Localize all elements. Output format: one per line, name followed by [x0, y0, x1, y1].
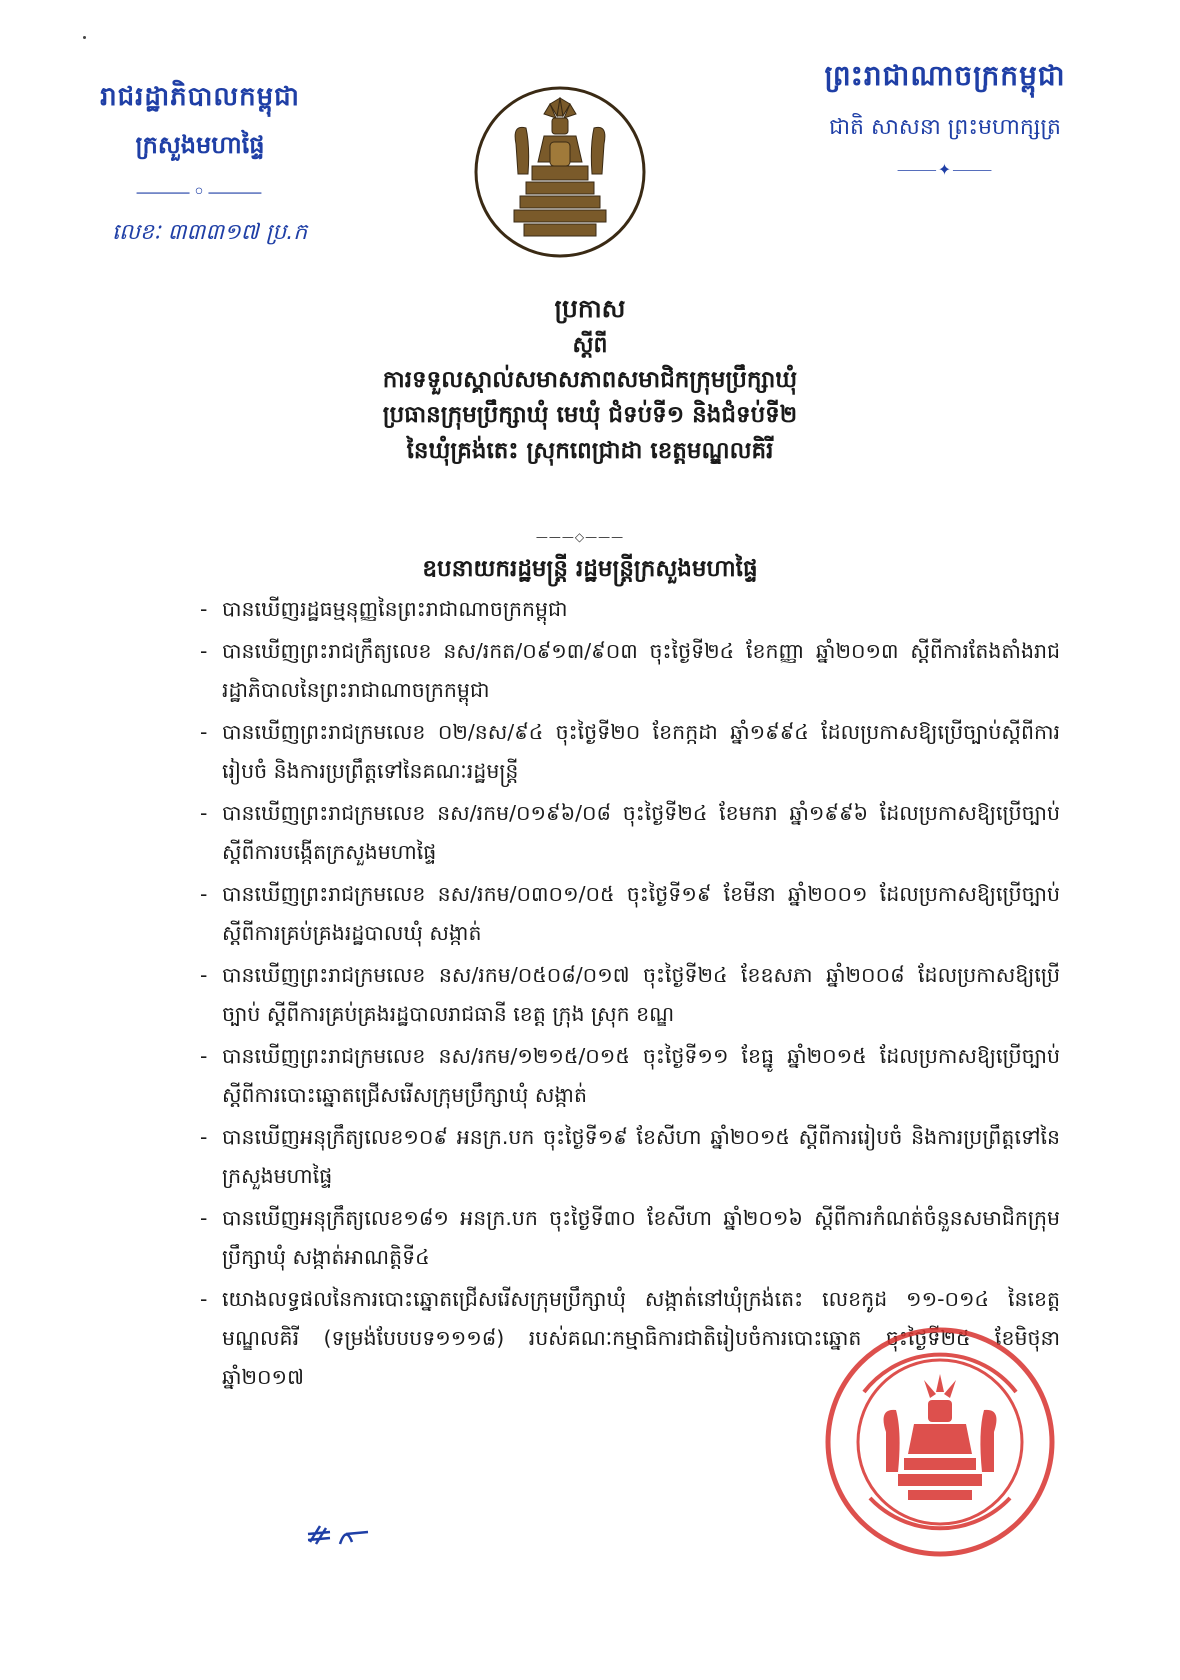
royal-emblem-icon — [472, 84, 648, 260]
list-item: - បានឃើញព្រះរាជក្រមលេខ នស/រកម/០៣០១/០៥ ចុះថ្ងៃទី១៩ ខែមីនា ឆ្នាំ២០០១ ដែលប្រកាសឱ្យប្រើច្បាប់ ស្តីពីការគ្រប់គ្រងរដ្ឋបាលឃុំ សង្កាត់ — [200, 882, 1060, 945]
list-item-text: បានឃើញព្រះរាជក្រមលេខ ០២/នស/៩៤ ចុះថ្ងៃទី២០ ខែកក្កដា ឆ្នាំ១៩៩៤ ដែលប្រកាសឱ្យប្រើច្បាប់ស្តីពីការរៀបចំ និងការប្រព្រឹត្តទៅនៃគណៈរដ្ឋមន្ត្រី — [222, 720, 1060, 783]
list-item: - យោងលទ្ធផលនៃការបោះឆ្នោតជ្រើសរើសក្រុមប្រឹក្សាឃុំ សង្កាត់នៅឃុំក្រង់តេះ លេខកូដ ១១-០១៤ នៃខេត្តមណ្ឌលគិរី (ទម្រង់បែបបទ១១១៨) របស់គណៈកម្មាធិការជាតិរៀបចំការបោះឆ្នោត ចុះថ្ងៃទី២៥ ខែមិថុនា ឆ្នាំ២០១៧ — [200, 1287, 1060, 1389]
list-item: - បានឃើញព្រះរាជក្រឹត្យលេខ នស/រកត/០៩១៣/៩០៣ ចុះថ្ងៃទី២៤ ខែកញ្ញា ឆ្នាំ២០១៣ ស្តីពីការតែងតាំងរាជរដ្ឋាភិបាលនៃព្រះរាជាណាចក្រកម្ពុជា — [200, 639, 1060, 702]
kingdom-name: ព្រះរាជាណាចក្រកម្ពុជា — [824, 59, 1066, 92]
scan-speck — [83, 36, 86, 39]
title-line-5: នៃឃុំគ្រង់តេះ ស្រុកពេជ្រាដា ខេត្តមណ្ឌលគិរី — [406, 438, 774, 465]
title-subject-label: ស្តីពី — [572, 332, 608, 358]
list-item-text: បានឃើញព្រះរាជក្រមលេខ នស/រកម/០៥០៨/០១៧ ចុះថ្ងៃទី២៤ ខែឧសភា ឆ្នាំ២០០៨ ដែលប្រកាសឱ្យប្រើច្បាប់ ស្តីពីការគ្រប់គ្រងរដ្ឋបាលរាជធានី ខេត្ត ក្រុង ស្រុក ខណ្ឌ — [222, 963, 1060, 1026]
list-item: - បានឃើញព្រះរាជក្រមលេខ នស/រកម/១២១៥/០១៥ ចុះថ្ងៃទី១១ ខែធ្នូ ឆ្នាំ២០១៥ ដែលប្រកាសឱ្យប្រើច្បាប់ ស្តីពីការបោះឆ្នោតជ្រើសរើសក្រុមប្រឹក្សាឃុំ សង្កាត់ — [200, 1044, 1060, 1107]
title-divider: ———◇——— — [535, 530, 625, 544]
list-item: - បានឃើញព្រះរាជក្រមលេខ នស/រកម/០៥០៨/០១៧ ចុះថ្ងៃទី២៤ ខែឧសភា ឆ្នាំ២០០៨ ដែលប្រកាសឱ្យប្រើច្បាប់ ស្តីពីការគ្រប់គ្រងរដ្ឋបាលរាជធានី ខេត្ត ក្រុង ស្រុក ខណ្ឌ — [200, 963, 1060, 1026]
list-item: - បានឃើញព្រះរាជក្រមលេខ នស/រកម/០១៩៦/០៨ ចុះថ្ងៃទី២៤ ខែមករា ឆ្នាំ១៩៩៦ ដែលប្រកាសឱ្យប្រើច្បាប់ ស្តីពីការបង្កើតក្រសួងមហាផ្ទៃ — [200, 801, 1060, 864]
title-line-3: ការទទួលស្គាល់សមាសភាពសមាជិកក្រុមប្រឹក្សាឃុំ — [382, 366, 798, 393]
ministry-header — [60, 80, 340, 206]
list-item-text: បានឃើញព្រះរាជក្រមលេខ នស/រកម/១២១៥/០១៥ ចុះថ្ងៃទី១១ ខែធ្នូ ឆ្នាំ២០១៥ ដែលប្រកាសឱ្យប្រើច្បាប់ ស្តីពីការបោះឆ្នោតជ្រើសរើសក្រុមប្រឹក្សាឃុំ សង្កាត់ — [222, 1044, 1060, 1107]
list-item-text: យោងលទ្ធផលនៃការបោះឆ្នោតជ្រើសរើសក្រុមប្រឹក្សាឃុំ សង្កាត់នៅឃុំក្រង់តេះ លេខកូដ ១១-០១៤ នៃខេត្តមណ្ឌលគិរី (ទម្រង់បែបបទ១១១៨) របស់គណៈកម្មាធិការជាតិរៀបចំការបោះឆ្នោត ចុះថ្ងៃទី២៥ ខែមិថុនា ឆ្នាំ២០១៧ — [222, 1287, 1060, 1389]
list-item: - បានឃើញព្រះរាជក្រមលេខ ០២/នស/៩៤ ចុះថ្ងៃទី២០ ខែកក្កដា ឆ្នាំ១៩៩៤ ដែលប្រកាសឱ្យប្រើច្បាប់ស្តីពីការរៀបចំ និងការប្រព្រឹត្តទៅនៃគណៈរដ្ឋមន្ត្រី — [200, 720, 1060, 783]
kingdom-ornament: ⸻✦⸻ — [896, 160, 994, 179]
signer-title: ឧបនាយករដ្ឋមន្ត្រី រដ្ឋមន្ត្រីក្រសួងមហាផ្ទៃ — [422, 556, 758, 582]
list-item: - បានឃើញអនុក្រឹត្យលេខ១៨១ អនក្រ.បក ចុះថ្ងៃទី៣០ ខែសីហា ឆ្នាំ២០១៦ ស្តីពីការកំណត់ចំនួនសមាជិកក្រុមប្រឹក្សាឃុំ សង្កាត់អាណត្តិទី៤ — [200, 1206, 1060, 1269]
handwritten-mark — [306, 1520, 376, 1550]
list-item: - បានឃើញអនុក្រឹត្យលេខ១០៩ អនក្រ.បក ចុះថ្ងៃទី១៩ ខែសីហា ឆ្នាំ២០១៥ ស្តីពីការរៀបចំ និងការប្រព្រឹត្តទៅនៃក្រសួងមហាផ្ទៃ — [200, 1125, 1060, 1188]
title-line-4: ប្រធានក្រុមប្រឹក្សាឃុំ មេឃុំ ជំទប់ទី១ និងជំទប់ទី២ — [382, 402, 798, 429]
title-proclamation: ប្រកាស — [554, 294, 626, 323]
list-item-text: បានឃើញអនុក្រឹត្យលេខ១០៩ អនក្រ.បក ចុះថ្ងៃទី១៩ ខែសីហា ឆ្នាំ២០១៥ ស្តីពីការរៀបចំ និងការប្រព្រឹត្តទៅនៃក្រសួងមហាផ្ទៃ — [222, 1125, 1060, 1188]
list-item-text: បានឃើញព្រះរាជក្រឹត្យលេខ នស/រកត/០៩១៣/៩០៣ ចុះថ្ងៃទី២៤ ខែកញ្ញា ឆ្នាំ២០១៣ ស្តីពីការតែងតាំងរាជរដ្ឋាភិបាលនៃព្រះរាជាណាចក្រកម្ពុជា — [222, 639, 1060, 702]
list-item-text: បានឃើញព្រះរាជក្រមលេខ នស/រកម/០៣០១/០៥ ចុះថ្ងៃទី១៩ ខែមីនា ឆ្នាំ២០០១ ដែលប្រកាសឱ្យប្រើច្បាប់ ស្តីពីការគ្រប់គ្រងរដ្ឋបាលឃុំ សង្កាត់ — [222, 882, 1060, 945]
list-item: - បានឃើញរដ្ឋធម្មនុញ្ញនៃព្រះរាជាណាចក្រកម្ពុជា — [200, 597, 568, 621]
kingdom-motto: ជាតិ សាសនា ព្រះមហាក្សត្រ — [829, 115, 1061, 140]
ministry-name: ក្រសួងមហាផ្ទៃ — [135, 131, 265, 159]
list-item-text: បានឃើញព្រះរាជក្រមលេខ នស/រកម/០១៩៦/០៨ ចុះថ្ងៃទី២៤ ខែមករា ឆ្នាំ១៩៩៦ ដែលប្រកាសឱ្យប្រើច្បាប់ ស្តីពីការបង្កើតក្រសួងមហាផ្ទៃ — [222, 801, 1060, 864]
list-item-text: បានឃើញរដ្ឋធម្មនុញ្ញនៃព្រះរាជាណាចក្រកម្ពុជា — [222, 597, 568, 621]
ministry-seal-stamp — [820, 1322, 1060, 1562]
kingdom-header — [780, 58, 1110, 180]
reference-number: លេខៈ ៣៣៣១៧ ប្រ.ក — [112, 220, 308, 245]
ministry-ornament: ⸻◦⸻ — [135, 180, 265, 205]
preamble-list — [200, 590, 1060, 1400]
list-item-text: បានឃើញអនុក្រឹត្យលេខ១៨១ អនក្រ.បក ចុះថ្ងៃទី៣០ ខែសីហា ឆ្នាំ២០១៦ ស្តីពីការកំណត់ចំនួនសមាជិកក្រុមប្រឹក្សាឃុំ សង្កាត់អាណត្តិទី៤ — [222, 1206, 1060, 1269]
government-name: រាជរដ្ឋាភិបាលកម្ពុជា — [100, 82, 300, 112]
document-title — [160, 290, 1020, 470]
